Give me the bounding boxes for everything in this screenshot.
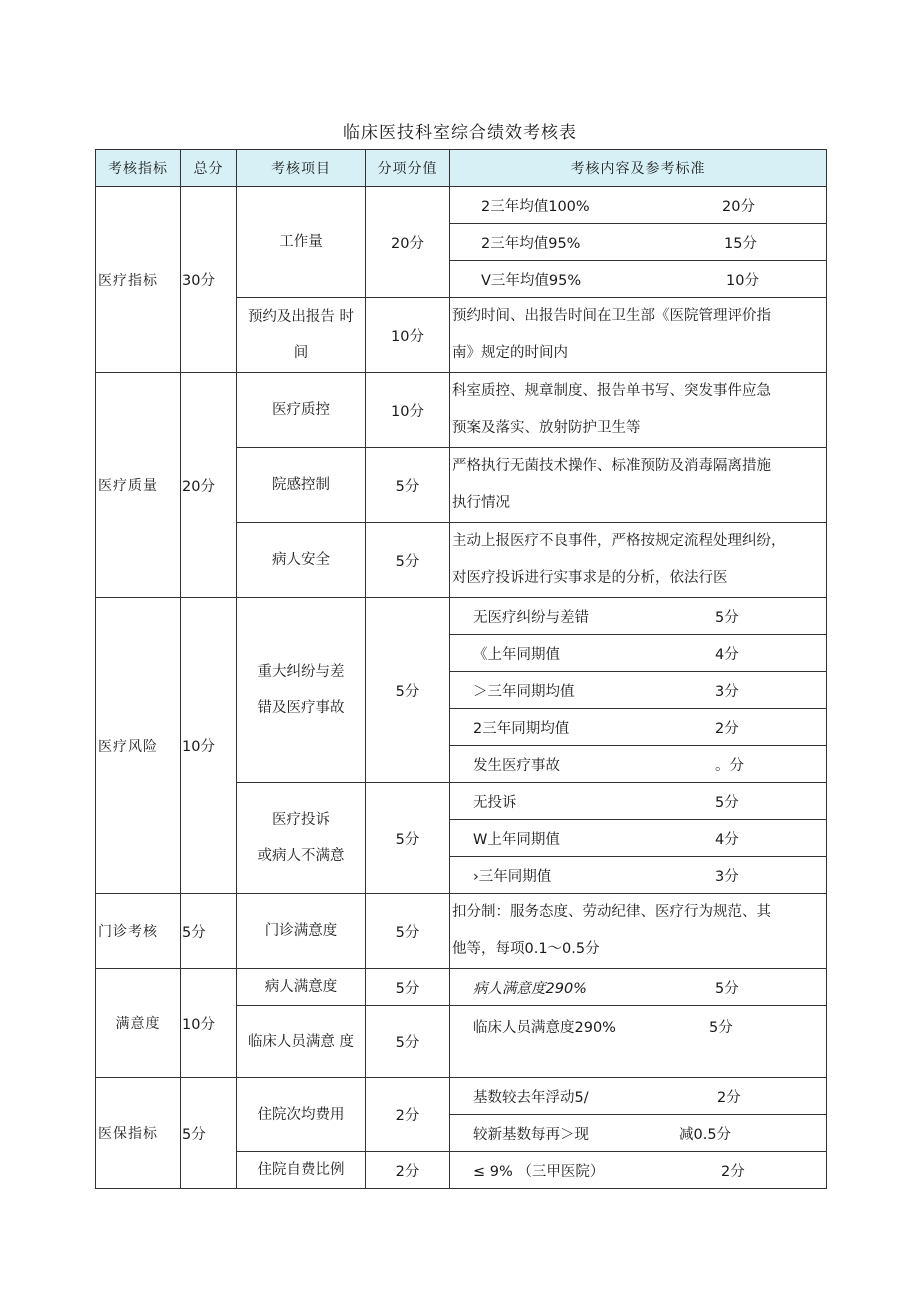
criteria-score: 10分 bbox=[726, 272, 759, 289]
criteria-score: 2分 bbox=[721, 1163, 745, 1180]
criteria-score: 3分 bbox=[715, 683, 739, 700]
assessment-table bbox=[95, 149, 827, 1189]
criteria-score: 2分 bbox=[717, 1089, 741, 1106]
criteria-cell bbox=[450, 820, 827, 857]
content-line: 科室质控、规章制度、报告单书写、突发事件应急 bbox=[452, 383, 771, 399]
item-line: 错及医疗事故 bbox=[257, 700, 345, 716]
content-line: 预约时间、出报告时间在卫生部《医院管理评价指 bbox=[452, 308, 771, 324]
criteria-text: ›三年同期值 bbox=[473, 868, 552, 885]
criteria-text: V三年均值95% bbox=[481, 272, 582, 289]
content-line: 预案及落实、放射防护卫生等 bbox=[452, 420, 641, 436]
table-row bbox=[96, 969, 827, 1006]
item-cell bbox=[237, 298, 366, 373]
criteria-score: 4分 bbox=[715, 831, 739, 848]
item-line: 重大纠纷与差 bbox=[257, 664, 345, 680]
item-line: 医疗投诉 bbox=[272, 812, 330, 828]
criteria-cell bbox=[450, 1115, 827, 1152]
score-cell: 10分 bbox=[366, 298, 450, 373]
content-line: 主动上报医疗不良事件，严格按规定流程处理纠纷， bbox=[452, 533, 786, 549]
content-cell bbox=[450, 448, 827, 523]
criteria-score: 3分 bbox=[715, 868, 739, 885]
criteria-text: 较新基数每再＞现 bbox=[473, 1126, 589, 1143]
item-cell: 门诊满意度 bbox=[237, 894, 366, 969]
item-cell: 医疗质控 bbox=[237, 373, 366, 448]
criteria-score: 15分 bbox=[724, 235, 757, 252]
criteria-score: 5分 bbox=[715, 980, 739, 997]
item-line: 或病人不满意 bbox=[257, 848, 345, 864]
criteria-cell bbox=[450, 224, 827, 261]
criteria-cell bbox=[450, 635, 827, 672]
criteria-text: 2三年均值100% bbox=[481, 198, 590, 215]
criteria-score: 5分 bbox=[709, 1020, 733, 1036]
criteria-text: W上年同期值 bbox=[473, 831, 560, 848]
criteria-score: 2分 bbox=[715, 720, 739, 737]
score-cell: 5分 bbox=[366, 523, 450, 598]
criteria-score: 减0.5分 bbox=[679, 1126, 732, 1143]
table-row bbox=[96, 894, 827, 969]
criteria-text: ＞三年同期均值 bbox=[473, 683, 575, 700]
criteria-cell bbox=[450, 1152, 827, 1189]
content-cell bbox=[450, 894, 827, 969]
score-cell: 5分 bbox=[366, 448, 450, 523]
item-cell: 病人满意度 bbox=[237, 969, 366, 1006]
criteria-cell bbox=[450, 746, 827, 783]
total-cell: 5分 bbox=[181, 1078, 237, 1189]
item-cell: 临床人员满意 度 bbox=[237, 1006, 366, 1078]
header-total: 总分 bbox=[181, 150, 237, 187]
criteria-cell bbox=[450, 709, 827, 746]
criteria-text: 临床人员满意度290% bbox=[473, 1020, 616, 1036]
total-cell: 10分 bbox=[181, 598, 237, 894]
score-cell: 10分 bbox=[366, 373, 450, 448]
item-cell: 住院次均费用 bbox=[237, 1078, 366, 1152]
table-header-row bbox=[96, 150, 827, 187]
criteria-text: 发生医疗事故 bbox=[473, 757, 560, 774]
criteria-text: 基数较去年浮动5/ bbox=[473, 1089, 589, 1106]
criteria-cell bbox=[450, 969, 827, 1006]
table-row bbox=[96, 1078, 827, 1115]
item-cell: 病人安全 bbox=[237, 523, 366, 598]
criteria-cell bbox=[450, 1006, 827, 1078]
table-row bbox=[96, 373, 827, 448]
indicator-cell: 门诊考核 bbox=[96, 894, 181, 969]
criteria-score: 5分 bbox=[715, 609, 739, 626]
criteria-cell bbox=[450, 1078, 827, 1115]
content-line: 执行情况 bbox=[452, 495, 510, 511]
indicator-cell: 医疗质量 bbox=[96, 373, 181, 598]
page-title: 临床医技科室综合绩效考核表 bbox=[343, 123, 577, 143]
criteria-cell bbox=[450, 783, 827, 820]
content-cell bbox=[450, 373, 827, 448]
content-line: 南》规定的时间内 bbox=[452, 345, 568, 361]
score-cell: 5分 bbox=[366, 969, 450, 1006]
content-cell bbox=[450, 523, 827, 598]
content-line: 扣分制：服务态度、劳动纪律、医疗行为规范、其 bbox=[452, 904, 771, 920]
content-line: 严格执行无菌技术操作、标准预防及消毒隔离措施 bbox=[452, 458, 771, 474]
header-content: 考核内容及参考标准 bbox=[450, 150, 827, 187]
criteria-score: 5分 bbox=[715, 794, 739, 811]
total-cell: 20分 bbox=[181, 373, 237, 598]
criteria-cell bbox=[450, 857, 827, 894]
criteria-text: ≤ 9% （三甲医院） bbox=[473, 1163, 605, 1180]
score-cell: 5分 bbox=[366, 894, 450, 969]
item-line: 间 bbox=[293, 345, 309, 361]
score-cell: 5分 bbox=[366, 783, 450, 894]
header-indicator: 考核指标 bbox=[96, 150, 181, 187]
item-cell: 院感控制 bbox=[237, 448, 366, 523]
criteria-text: 无医疗纠纷与差错 bbox=[473, 609, 589, 626]
criteria-score: 20分 bbox=[722, 198, 755, 215]
content-line: 他等，每项0.1～0.5分 bbox=[452, 941, 600, 957]
score-cell: 5分 bbox=[366, 598, 450, 783]
table-row bbox=[96, 598, 827, 635]
score-cell: 2分 bbox=[366, 1152, 450, 1189]
score-cell: 5分 bbox=[366, 1006, 450, 1078]
score-cell: 2分 bbox=[366, 1078, 450, 1152]
indicator-cell: 医疗风险 bbox=[96, 598, 181, 894]
indicator-cell: 满意度 bbox=[96, 969, 181, 1078]
header-score: 分项分值 bbox=[366, 150, 450, 187]
total-cell: 5分 bbox=[181, 894, 237, 969]
item-cell bbox=[237, 598, 366, 783]
criteria-text: 2三年同期均值 bbox=[473, 720, 570, 737]
item-cell: 工作量 bbox=[237, 187, 366, 298]
criteria-cell bbox=[450, 672, 827, 709]
criteria-score: 4分 bbox=[715, 646, 739, 663]
criteria-cell bbox=[450, 261, 827, 298]
criteria-text: 《上年同期值 bbox=[473, 646, 560, 663]
criteria-cell bbox=[450, 187, 827, 224]
item-cell: 住院自费比例 bbox=[237, 1152, 366, 1189]
header-item: 考核项目 bbox=[237, 150, 366, 187]
criteria-cell bbox=[450, 598, 827, 635]
content-line: 对医疗投诉进行实事求是的分析，依法行医 bbox=[452, 570, 728, 586]
total-cell: 30分 bbox=[181, 187, 237, 373]
score-cell: 20分 bbox=[366, 187, 450, 298]
total-cell: 10分 bbox=[181, 969, 237, 1078]
criteria-text: 2三年均值95% bbox=[481, 235, 581, 252]
criteria-score: 。分 bbox=[715, 757, 744, 774]
criteria-text: 病人满意度290% bbox=[473, 980, 587, 997]
table-row bbox=[96, 187, 827, 224]
item-cell bbox=[237, 783, 366, 894]
indicator-cell: 医疗指标 bbox=[96, 187, 181, 373]
criteria-text: 无投诉 bbox=[473, 794, 517, 811]
indicator-cell: 医保指标 bbox=[96, 1078, 181, 1189]
content-cell bbox=[450, 298, 827, 373]
item-line: 预约及出报告 时 bbox=[247, 309, 355, 325]
